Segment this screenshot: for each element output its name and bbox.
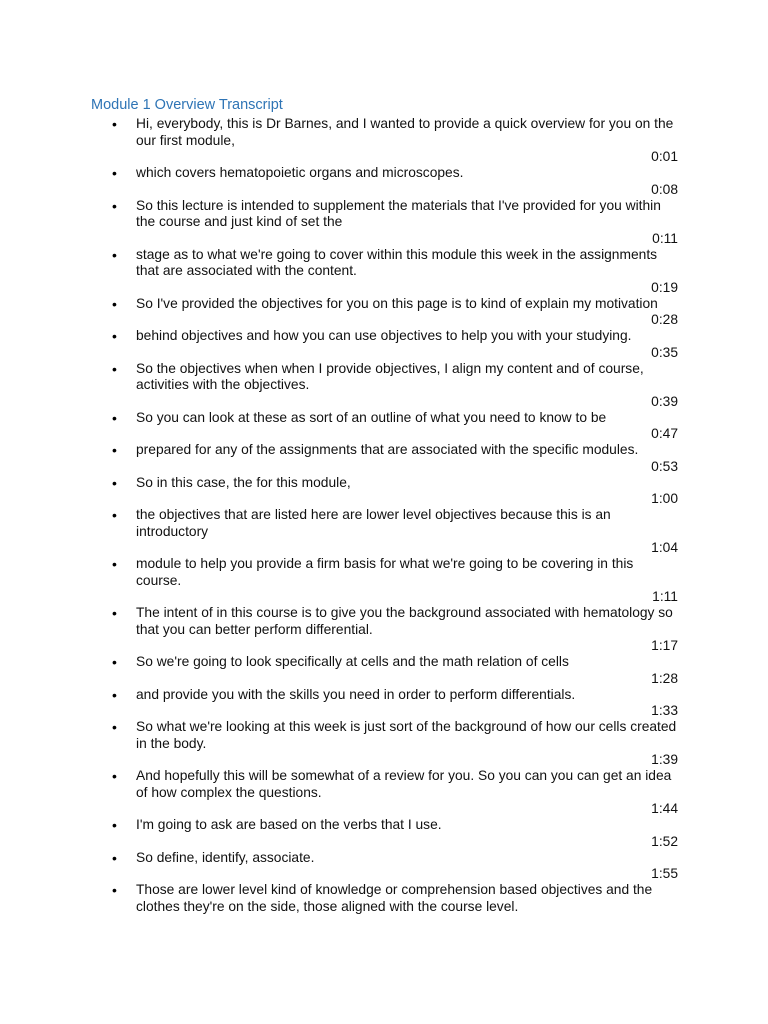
transcript-text: Those are lower level kind of knowledge or comprehension based objectives and the clothes they're on the side, those aligned with the course level. [136, 882, 653, 914]
timestamp: 0:19 [651, 279, 678, 295]
transcript-line [0, 361, 768, 394]
transcript-text: which covers hematopoietic organs and microscopes. [136, 165, 464, 180]
transcript-line [0, 882, 768, 915]
bullet-icon: • [112, 882, 117, 898]
transcript-line [0, 475, 768, 492]
timestamp: 1:11 [652, 589, 678, 604]
transcript-entry [0, 475, 768, 508]
transcript-line [0, 296, 768, 313]
transcript-entry [0, 719, 768, 768]
transcript-line [0, 165, 768, 182]
bullet-icon: • [112, 507, 117, 523]
timestamp: 0:11 [652, 230, 678, 246]
transcript-entry [0, 556, 768, 605]
timestamp: 1:39 [651, 752, 678, 767]
bullet-icon: • [112, 817, 117, 833]
bullet-icon: • [112, 849, 117, 866]
transcript-text: So this lecture is intended to supplement the materials that I've provided for you within the course and just kind of set the [136, 197, 661, 229]
timestamp: 1:55 [651, 866, 678, 881]
transcript-list [0, 116, 768, 915]
transcript-text: stage as to what we're going to cover within this module this week in the assignments that are associated with the content. [136, 246, 658, 278]
transcript-line [0, 850, 768, 867]
transcript-text: And hopefully this will be somewhat of a review for you. So you can you can get an idea of how complex the questions. [136, 768, 672, 800]
transcript-line [0, 556, 768, 589]
transcript-entry [0, 442, 768, 475]
transcript-text: I'm going to ask are based on the verbs that I use. [136, 817, 442, 832]
transcript-text: So what we're looking at this week is just sort of the background of how our cells created in the body. [136, 719, 677, 751]
bullet-icon: • [112, 768, 117, 784]
bullet-icon: • [112, 654, 117, 670]
timestamp: 1:44 [651, 801, 678, 816]
timestamp: 0:47 [651, 426, 678, 441]
bullet-icon: • [112, 556, 117, 572]
transcript-line [0, 687, 768, 704]
transcript-entry [0, 328, 768, 361]
transcript-line [0, 507, 768, 540]
transcript-text: the objectives that are listed here are lower level objectives because this is an introductory [136, 507, 611, 539]
bullet-icon: • [112, 409, 117, 426]
transcript-entry [0, 605, 768, 654]
timestamp: 1:17 [651, 638, 678, 653]
bullet-icon: • [112, 246, 117, 263]
timestamp: 1:52 [651, 833, 678, 849]
transcript-line [0, 247, 768, 280]
transcript-entry [0, 882, 768, 915]
timestamp: 0:53 [651, 458, 678, 474]
transcript-entry [0, 165, 768, 198]
transcript-entry [0, 507, 768, 556]
bullet-icon: • [112, 165, 117, 181]
bullet-icon: • [112, 474, 117, 491]
transcript-line [0, 410, 768, 427]
transcript-text: So you can look at these as sort of an outline of what you need to know to be [136, 409, 607, 425]
transcript-text: So we're going to look specifically at cells and the math relation of cells [136, 654, 569, 669]
transcript-entry [0, 247, 768, 296]
transcript-line [0, 817, 768, 834]
transcript-text: Hi, everybody, this is Dr Barnes, and I wanted to provide a quick overview for you on the our first module, [136, 116, 674, 148]
bullet-icon: • [112, 442, 117, 458]
transcript-entry [0, 817, 768, 850]
bullet-icon: • [112, 197, 117, 214]
bullet-icon: • [112, 116, 117, 132]
timestamp: 1:33 [651, 703, 678, 718]
transcript-text: module to help you provide a firm basis for what we're going to be covering in this course. [136, 556, 634, 588]
timestamp: 0:35 [651, 344, 678, 360]
transcript-entry [0, 410, 768, 443]
transcript-line [0, 654, 768, 671]
transcript-text: So the objectives when when I provide objectives, I align my content and of course, activities with the objectives. [136, 360, 644, 392]
timestamp: 1:00 [651, 491, 678, 506]
bullet-icon: • [112, 360, 117, 377]
transcript-entry [0, 687, 768, 720]
timestamp: 1:28 [651, 670, 678, 686]
transcript-text: and provide you with the skills you need in order to perform differentials. [136, 686, 576, 702]
transcript-entry [0, 850, 768, 883]
transcript-text: behind objectives and how you can use objectives to help you with your studying. [136, 328, 632, 343]
transcript-line [0, 198, 768, 231]
page-title: Module 1 Overview Transcript [91, 97, 283, 113]
timestamp: 1:04 [651, 540, 678, 555]
transcript-text: So I've provided the objectives for you on this page is to kind of explain my motivation [136, 295, 658, 311]
transcript-text: So in this case, the for this module, [136, 474, 351, 490]
transcript-entry [0, 361, 768, 410]
transcript-line [0, 768, 768, 801]
timestamp: 0:01 [651, 149, 678, 164]
transcript-entry [0, 116, 768, 165]
transcript-entry [0, 768, 768, 817]
bullet-icon: • [112, 295, 117, 312]
transcript-entry [0, 296, 768, 329]
timestamp: 0:39 [651, 393, 678, 409]
bullet-icon: • [112, 328, 117, 344]
transcript-line [0, 328, 768, 345]
transcript-line [0, 116, 768, 149]
transcript-line [0, 605, 768, 638]
timestamp: 0:28 [651, 312, 678, 327]
timestamp: 0:08 [651, 181, 678, 197]
bullet-icon: • [112, 605, 117, 621]
transcript-entry [0, 198, 768, 247]
bullet-icon: • [112, 719, 117, 735]
transcript-text: The intent of in this course is to give you the background associated with hematology so that you can better perform differential. [136, 605, 673, 637]
transcript-line [0, 442, 768, 459]
transcript-text: So define, identify, associate. [136, 849, 315, 865]
transcript-line [0, 719, 768, 752]
transcript-text: prepared for any of the assignments that are associated with the specific modules. [136, 442, 639, 457]
bullet-icon: • [112, 686, 117, 703]
transcript-entry [0, 654, 768, 687]
